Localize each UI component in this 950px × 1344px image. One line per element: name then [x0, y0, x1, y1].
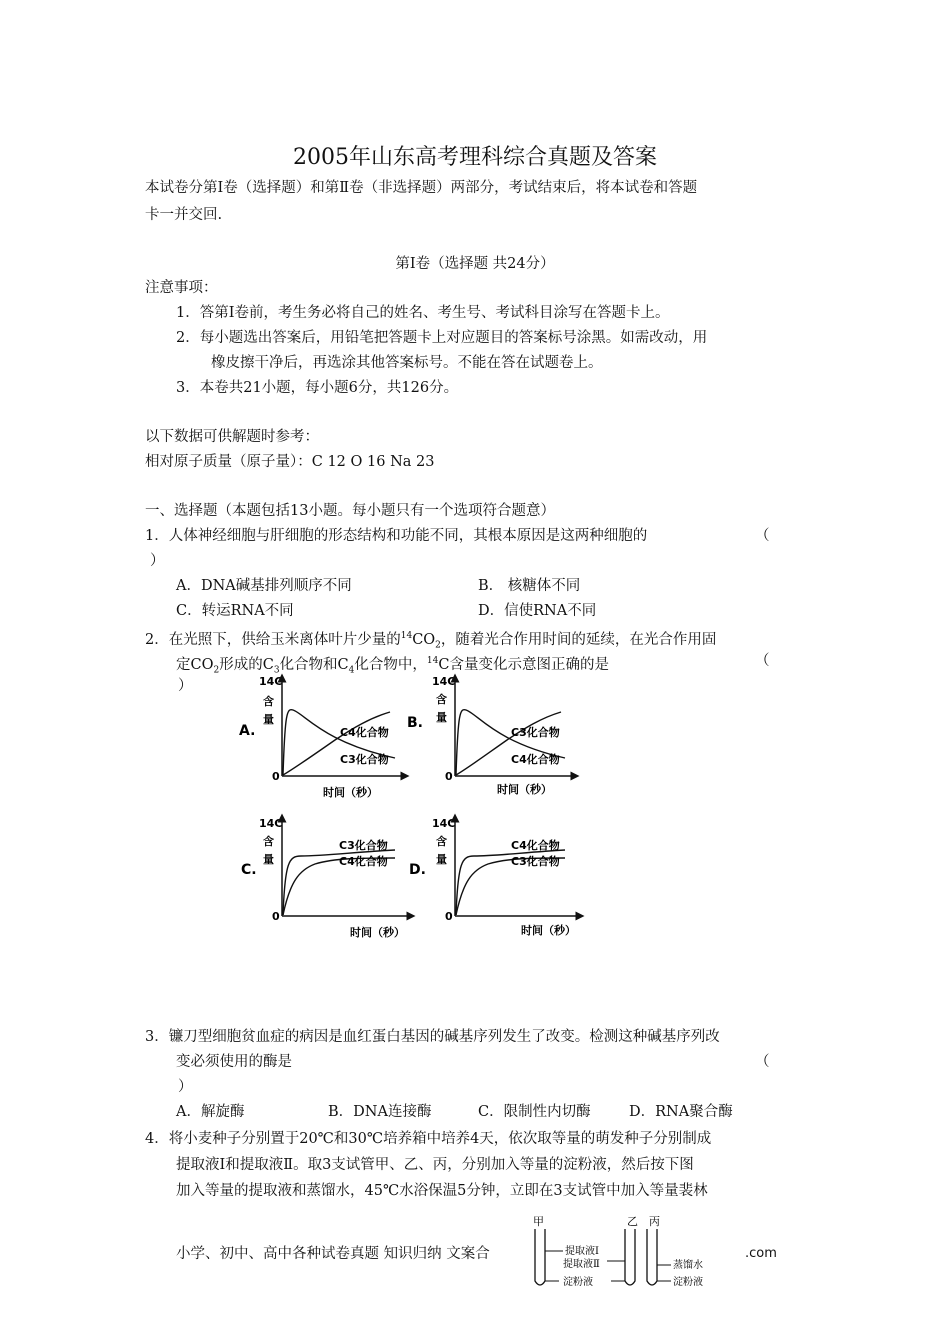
q3-option-c: C．限制性内切酶: [478, 1104, 591, 1120]
q1-paren-open: （: [755, 528, 770, 544]
footer-com: .com: [745, 1246, 777, 1261]
q1-option-d: D．信使RNA不同: [478, 603, 597, 619]
q1-paren-close: ）: [150, 553, 165, 569]
reference-line-1: 以下数据可供解题时参考：: [145, 429, 319, 445]
panel-c-origin: 0: [272, 910, 280, 923]
panel-b-letter: B.: [407, 715, 423, 731]
panel-c-letter: C.: [241, 862, 257, 878]
panel-c-xlabel: 时间（秒）: [350, 926, 405, 939]
tube-extract1-label: 提取液Ⅰ: [565, 1246, 599, 1257]
panel-c-ylabel-2: 量: [263, 853, 274, 866]
q1-option-b: B． 核糖体不同: [478, 578, 581, 594]
part1-heading: 第Ⅰ卷（选择题 共24分）: [395, 256, 555, 272]
panel-b-xlabel: 时间（秒）: [497, 783, 552, 796]
panel-d-label-bottom: C3化合物: [511, 855, 560, 868]
q4-line-3: 加入等量的提取液和蒸馏水，45℃水浴保温5分钟，立即在3支试管中加入等量裴林: [176, 1183, 708, 1199]
q1-option-c: C．转运RNA不同: [176, 603, 294, 619]
panel-c-ylabel-1: 含: [263, 835, 274, 848]
panel-b-ylabel-2: 量: [436, 711, 447, 724]
q4-tube-figure: [525, 1215, 715, 1295]
panel-d-ylabel-top: 14C: [432, 817, 456, 830]
panel-b-origin: 0: [445, 770, 453, 783]
q2-paren-close: ）: [178, 678, 193, 694]
q3-stem-line-2: 变必须使用的酶是: [176, 1054, 292, 1070]
tube-starch-label: 淀粉液: [563, 1277, 593, 1288]
panel-c-label-bottom: C4化合物: [339, 855, 388, 868]
panel-a-ylabel-top: 14C: [259, 675, 283, 688]
panel-b-ylabel-1: 含: [436, 693, 447, 706]
q3-option-b: B．DNA连接酶: [328, 1104, 432, 1120]
q2-graphs: [235, 672, 615, 942]
page-title: 2005年山东高考理科综合真题及答案: [293, 145, 657, 170]
graph-panel-b: [407, 675, 575, 796]
graph-panel-d: [409, 817, 580, 937]
tube-bing-label: 丙: [649, 1215, 660, 1228]
panel-c-label-top: C3化合物: [339, 839, 388, 852]
tube-bing: [647, 1229, 657, 1285]
notice-heading: 注意事项：: [145, 280, 218, 296]
panel-a-label-top: C4化合物: [340, 726, 389, 739]
notice-item-2: 2．每小题选出答案后，用铅笔把答题卡上对应题目的答案标号涂黑。如需改动，用: [176, 330, 708, 346]
section1-heading: 一、选择题（本题包括13小题。每小题只有一个选项符合题意）: [145, 503, 555, 519]
panel-b-label-top: C3化合物: [511, 726, 560, 739]
reference-line-2: 相对原子质量（原子量）：C 12 O 16 Na 23: [145, 454, 435, 470]
intro-line-1: 本试卷分第Ⅰ卷（选择题）和第Ⅱ卷（非选择题）两部分，考试结束后，将本试卷和答题: [145, 180, 698, 196]
footer-text: 小学、初中、高中各种试卷真题 知识归纳 文案合: [176, 1246, 490, 1262]
panel-a-ylabel-2: 量: [263, 713, 274, 726]
notice-item-3: 3．本卷共21小题，每小题6分，共126分。: [176, 380, 459, 396]
q3-paren-close: ）: [178, 1079, 193, 1095]
panel-a-ylabel-1: 含: [263, 695, 274, 708]
tube-starch2-label: 淀粉液: [673, 1277, 703, 1288]
q1-option-a: A．DNA碱基排列顺序不同: [176, 578, 352, 594]
panel-b-ylabel-top: 14C: [432, 675, 456, 688]
q3-option-d: D．RNA聚合酶: [629, 1104, 733, 1120]
notice-item-2-cont: 橡皮擦干净后，再选涂其他答案标号。不能在答在试题卷上。: [211, 355, 603, 371]
panel-d-ylabel-1: 含: [436, 835, 447, 848]
panel-a-letter: A.: [239, 723, 256, 739]
panel-c-ylabel-top: 14C: [259, 817, 283, 830]
q2-stem-line-2: 定$CO_2$形成的$C_3$化合物和$C_4$化合物中，$^{14}$C含量变化示意图正确的是: [176, 656, 609, 676]
q1-stem: 1．人体神经细胞与肝细胞的形态结构和功能不同，其根本原因是这两种细胞的: [145, 528, 648, 544]
intro-line-2: 卡一并交回.: [145, 207, 223, 223]
panel-a-label-bottom: C3化合物: [340, 753, 389, 766]
panel-d-ylabel-2: 量: [436, 853, 447, 866]
q3-stem-line-1: 3．镰刀型细胞贫血症的病因是血红蛋白基因的碱基序列发生了改变。检测这种碱基序列改: [145, 1029, 720, 1045]
panel-a-xlabel: 时间（秒）: [323, 786, 378, 799]
panel-d-origin: 0: [445, 910, 453, 923]
q4-line-2: 提取液Ⅰ和提取液Ⅱ。取3支试管甲、乙、丙，分别加入等量的淀粉液，然后按下图: [176, 1157, 694, 1173]
tube-yi-label: 乙: [627, 1215, 638, 1228]
notice-item-1: 1．答第Ⅰ卷前，考生务必将自己的姓名、考生号、考试科目涂写在答题卡上。: [176, 305, 670, 321]
tube-yi: [625, 1229, 635, 1285]
q3-option-a: A．解旋酶: [176, 1104, 245, 1120]
tube-extract2-label: 提取液Ⅱ: [563, 1259, 600, 1270]
tube-jia-label: 甲: [533, 1215, 544, 1228]
panel-d-xlabel: 时间（秒）: [521, 924, 576, 937]
tube-water-label: 蒸馏水: [673, 1260, 703, 1271]
q3-paren-open: （: [755, 1054, 770, 1070]
q2-paren-open: （: [755, 653, 770, 669]
graph-panel-a: [239, 675, 405, 799]
panel-b-label-bottom: C4化合物: [511, 753, 560, 766]
panel-a-origin: 0: [272, 770, 280, 783]
q4-line-1: 4．将小麦种子分别置于20℃和30℃培养箱中培养4天，依次取等量的萌发种子分别制成: [145, 1131, 712, 1147]
q2-stem-line-1: 2．在光照下，供给玉米离体叶片少量的$^{14}CO_2$，随着光合作用时间的延续，在光合作用固: [145, 631, 717, 651]
tube-jia: [535, 1229, 545, 1285]
panel-d-label-top: C4化合物: [511, 839, 560, 852]
panel-d-letter: D.: [409, 862, 426, 878]
graph-panel-c: [241, 817, 411, 939]
